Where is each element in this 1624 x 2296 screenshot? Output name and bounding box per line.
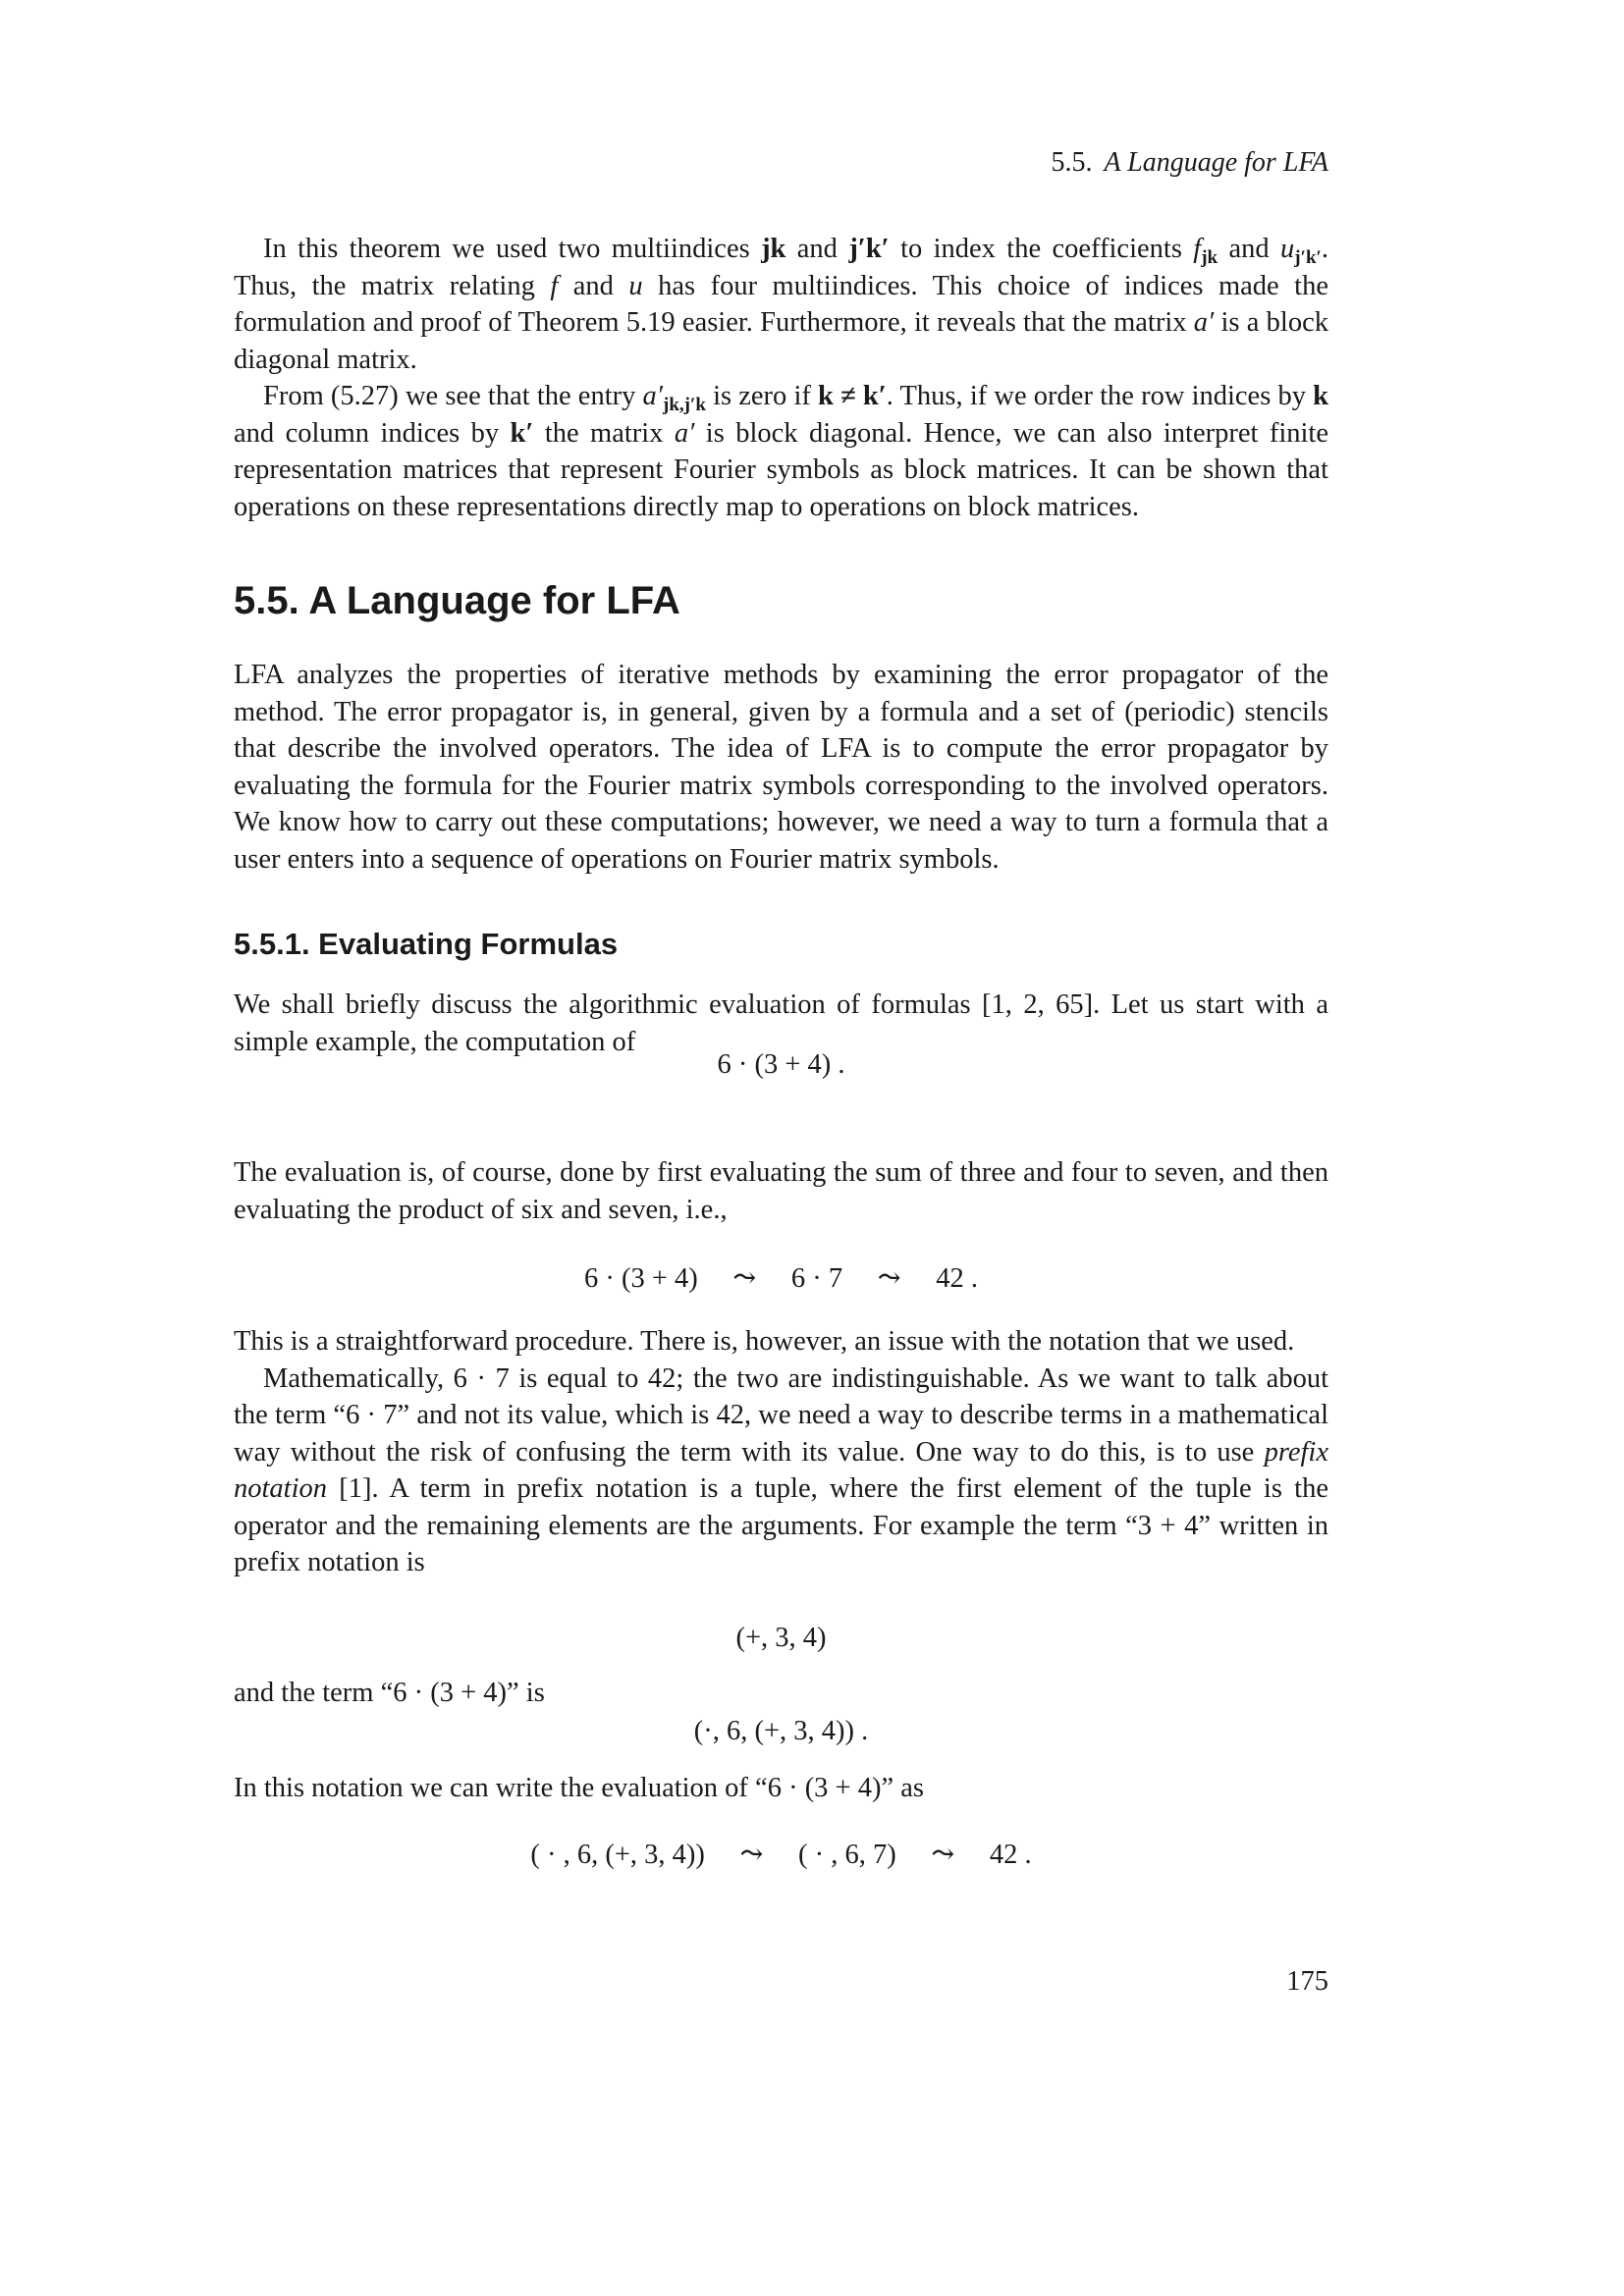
equation-prefix-sum: (+, 3, 4) — [735, 1623, 827, 1653]
paragraph-notation-issue: This is a straightforward procedure. There is, however, an issue with the notation that we used. — [234, 1326, 1295, 1357]
subsection-heading: 5.5.1. Evaluating Formulas — [234, 927, 619, 961]
page-number: 175 — [1286, 1966, 1328, 1997]
paragraph-prefix-evaluation-block — [234, 1770, 1328, 1807]
equation-sum-product: 6 · (3 + 4) . — [717, 1049, 845, 1080]
paragraph-prefix-notation: Mathematically, 6 · 7 is equal to 42; the two are indistinguishable. As we want to talk about the term “6 · 7” and not its value, which is 42, we need a way to describe terms in a mathematical way without the risk of confusing the term with its value. One way to do this, is to use prefix notation [1]. A term in prefix notation is a tuple, where the first element of the tuple is the operator and the remaining elements are the arguments. For example the term “3 + 4” written in prefix notation is — [234, 1362, 1328, 1577]
paragraph-term-block — [234, 1675, 1328, 1712]
paragraph-prefix-evaluation: In this notation we can write the evaluation of “6 · (3 + 4)” as — [234, 1773, 925, 1803]
running-head-section: 5.5. — [1051, 147, 1093, 178]
equation-prefix-steps: ( · , 6, (+, 3, 4)) ⤳ ( · , 6, 7) ⤳ 42 . — [530, 1840, 1032, 1870]
intro-paragraphs — [234, 231, 1328, 525]
notation-paragraphs — [234, 1323, 1328, 1581]
paragraph-block-diagonal: From (5.27) we see that the entry $a'_{jk,j'k}$ is zero if k ≠ k′. Thus, if we order the row indices by k and column indices by k′ the matrix a′ is block diagonal. Hence, we can also interpret finite representation matrices that represent Fourier symbols as block matrices. It can be shown that operations on these representations directly map to operations on block matrices. — [234, 381, 1328, 522]
running-head — [1052, 147, 1328, 179]
section-heading: 5.5. A Language for LFA — [234, 579, 680, 622]
equation-prefix-product: (·, 6, (+, 3, 4)) . — [693, 1716, 869, 1746]
paragraph-evaluation-order-block — [234, 1154, 1328, 1228]
paragraph-evaluation-order: The evaluation is, of course, done by first evaluating the sum of three and four to seven, and then evaluating the product of six and seven, i.e., — [234, 1157, 1328, 1225]
section-intro — [234, 657, 1328, 878]
paragraph-lfa-overview: LFA analyzes the properties of iterative methods by examining the error propagator of the method. The error propagator is, in general, given by a formula and a set of (periodic) stencils that describe the involved operators. The idea of LFA is to compute the error propagator by evaluating the formula for the Fourier matrix symbols corresponding to the involved operators. We know how to carry out these computations; however, we need a way to turn a formula that a user enters into a sequence of operations on Fourier matrix symbols. — [234, 660, 1328, 875]
paragraph-term: and the term “6 · (3 + 4)” is — [234, 1678, 545, 1708]
paragraph-theorem-indices: In this theorem we used two multiindices jk and j′k′ to index the coefficients $f_{jk}$ and $u_{j'k'}$. Thus, the matrix relating f and u has four multiindices. This choice of indices made the formulation and proof of Theorem 5.19 easier. Furthermore, it reveals that the matrix a′ is a block diagonal matrix. — [234, 234, 1328, 375]
equation-evaluation-steps: 6 · (3 + 4) ⤳ 6 · 7 ⤳ 42 . — [583, 1263, 979, 1294]
running-head-title: A Language for LFA — [1104, 147, 1328, 178]
paragraph-evaluating-intro: We shall briefly discuss the algorithmic evaluation of formulas [1, 2, 65]. Let us start with a simple example, the computation of — [234, 989, 1328, 1057]
emphasis-prefix-notation: prefix notation — [234, 1436, 1328, 1504]
